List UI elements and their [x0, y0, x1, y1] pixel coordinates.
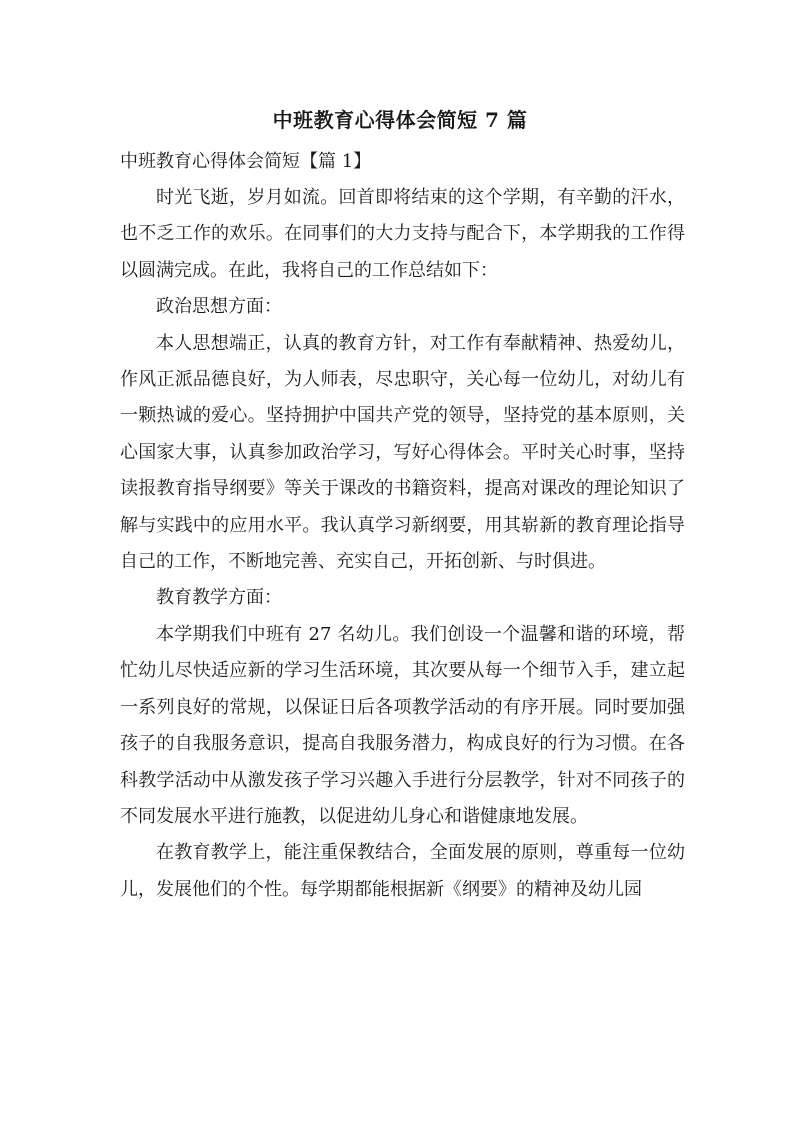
paragraph-teaching: 本学期我们中班有 27 名幼儿。我们创设一个温馨和谐的环境，帮忙幼儿尽快适应新的学习生活环境，其次要从每一个细节入手，建立起一系列良好的常规，以保证日后各项教学活动的有序开展。同时要加强孩子的自我服务意识，提高自我服务潜力，构成良好的行为习惯。在各科教学活动中从激发孩子学习兴趣入手进行分层教学，针对不同孩子的不同发展水平进行施教，以促进幼儿身心和谐健康地发展。 [120, 623, 685, 827]
document-title: 中班教育心得体会简短 7 篇 [272, 108, 528, 132]
section-heading: 中班教育心得体会简短【篇 1】 [120, 151, 372, 172]
document-body [120, 180, 685, 908]
paragraph-care: 在教育教学上，能注重保教结合，全面发展的原则，尊重每一位幼儿，发展他们的个性。每学期都能根据新《纲要》的精神及幼儿园 [120, 842, 685, 900]
paragraph-teaching-heading: 教育教学方面： [156, 587, 282, 609]
paragraph-intro: 时光飞逝，岁月如流。回首即将结束的这个学期，有辛勤的汗水，也不乏工作的欢乐。在同事们的大力支持与配合下，本学期我的工作得以圆满完成。在此，我将自己的工作总结如下： [120, 187, 685, 281]
paragraph-political-heading: 政治思想方面： [156, 296, 282, 318]
paragraph-political: 本人思想端正，认真的教育方针，对工作有奉献精神、热爱幼儿，作风正派品德良好，为人师表，尽忠职守，关心每一位幼儿，对幼儿有一颗热诚的爱心。坚持拥护中国共产党的领导，坚持党的基本原则，关心国家大事，认真参加政治学习，写好心得体会。平时关心时事，坚持读报教育指导纲要》等关于课改的书籍资料，提高对课改的理论知识了解与实践中的应用水平。我认真学习新纲要，用其崭新的教育理论指导自己的工作，不断地完善、充实自己，开拓创新、与时俱进。 [120, 332, 685, 573]
